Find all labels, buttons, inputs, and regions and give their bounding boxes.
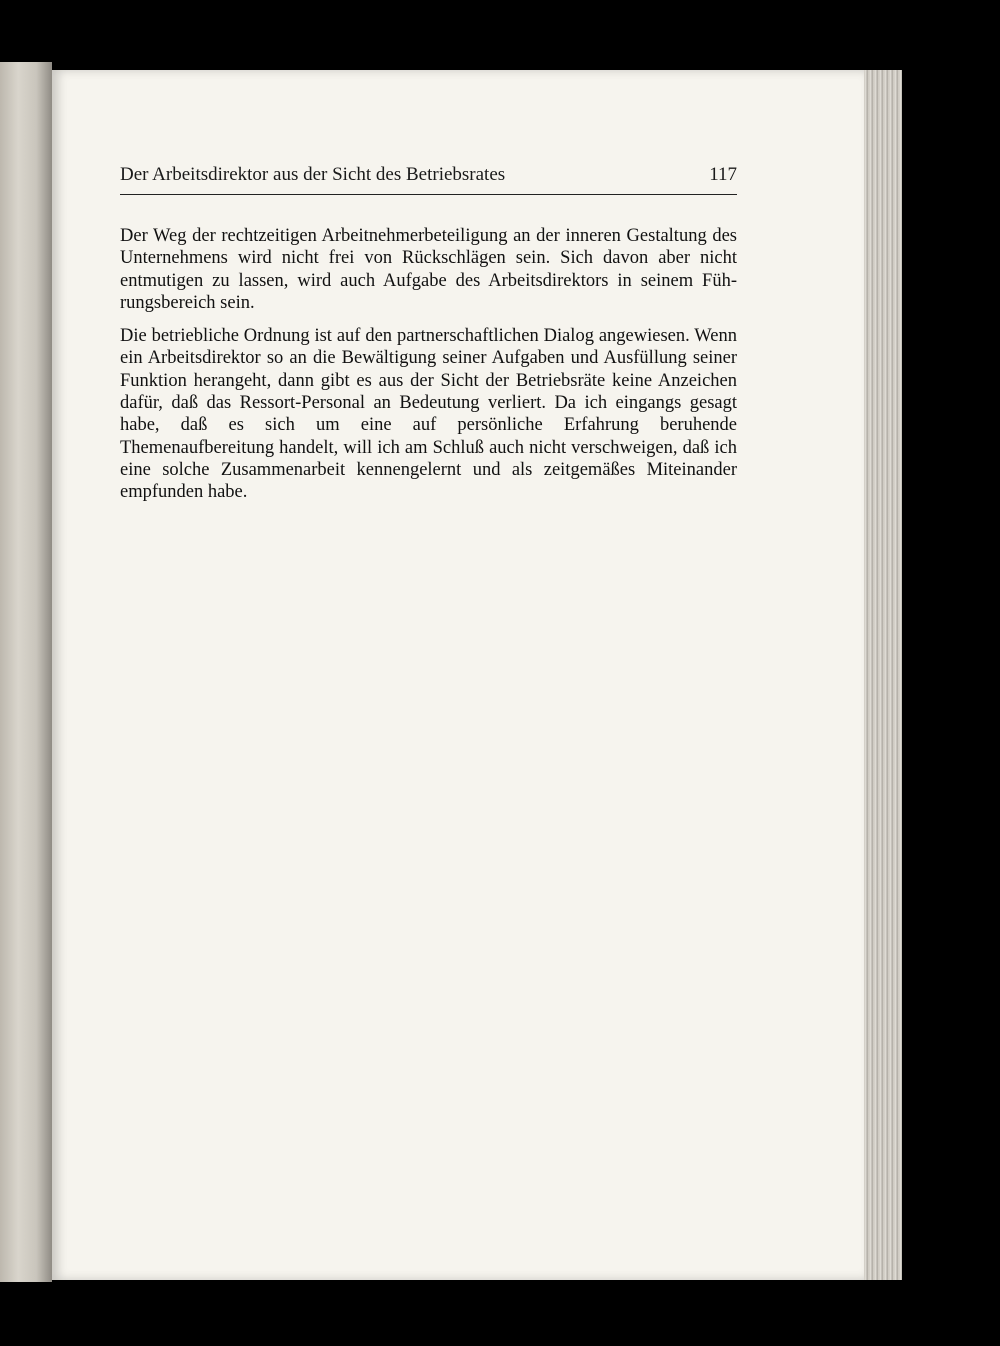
previous-page-edge xyxy=(0,62,52,1282)
paragraph: Die betriebliche Ordnung ist auf den partnerschaftlichen Dialog angewiesen. Wenn ein Arbeitsdirektor so an die Bewältigung seiner Aufgaben und Ausfüllung seiner Funktion herangeht, dann gibt es aus der Sicht der Betriebsräte keine Anzeichen dafür, daß das Ressort-Personal an Bedeutung verliert. Da ich eingangs gesagt habe, daß es sich um eine auf persönliche Erfahrung beruhende Themenaufbereitung handelt, will ich am Schluß auch nicht verschweigen, daß ich eine solche Zusammenarbeit kennengelernt und als zeitgemäßes Miteinander empfunden habe. xyxy=(120,326,737,503)
body-text xyxy=(120,225,737,515)
paragraph: Der Weg der rechtzeitigen Arbeitnehmerbeteiligung an der inneren Gestaltung des Unternehmens wird nicht frei von Rückschlägen sein. Sich davon aber nicht entmutigen zu lassen, wird auch Aufgabe des Arbeitsdirektors in seinem Führungsbereich sein. xyxy=(120,226,737,313)
page-number: 117 xyxy=(709,164,737,185)
page-stack-edges xyxy=(864,70,902,1280)
running-head xyxy=(120,162,737,195)
running-head-title: Der Arbeitsdirektor aus der Sicht des Betriebsrates xyxy=(120,164,506,185)
